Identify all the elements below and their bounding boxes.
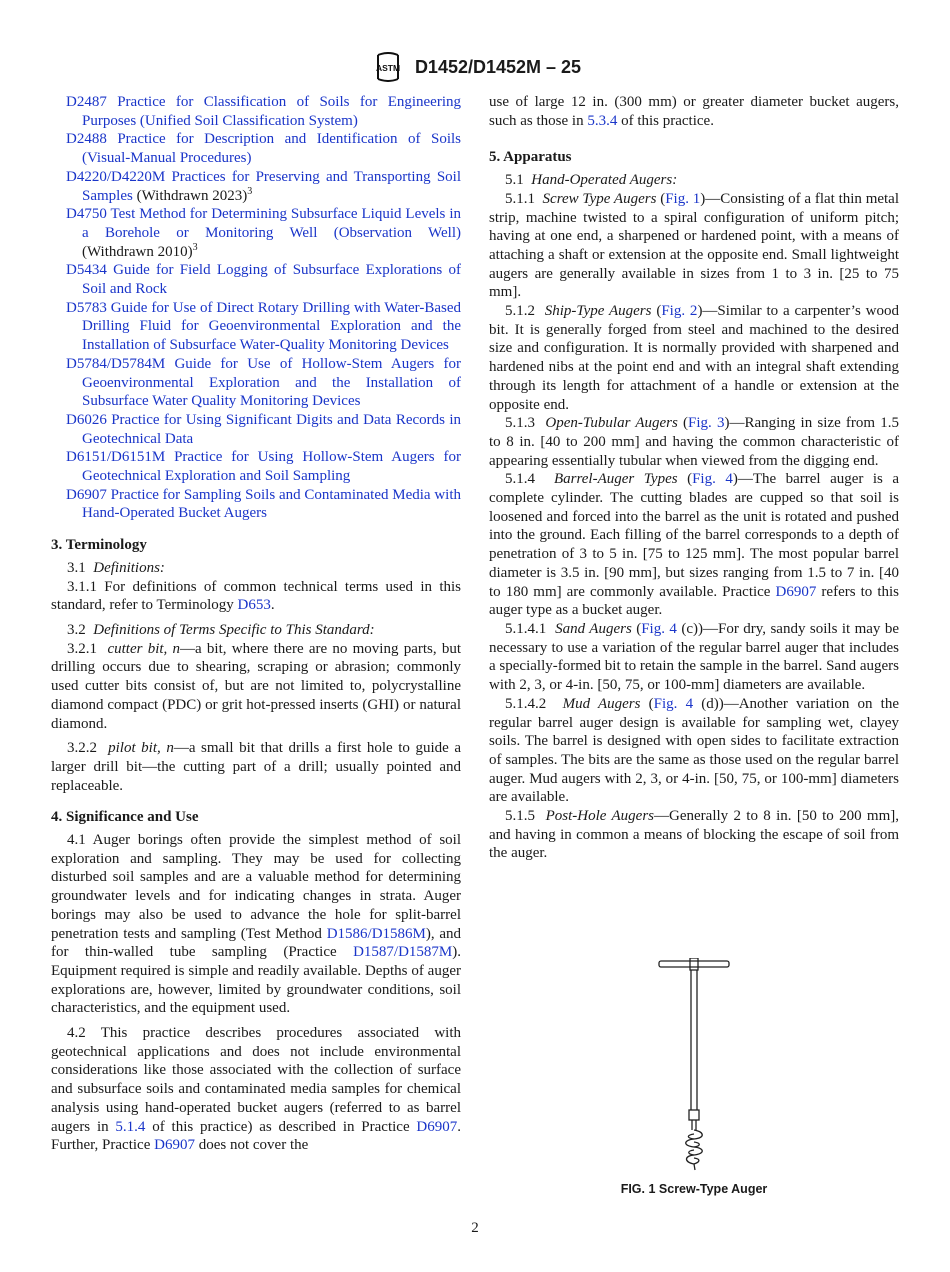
- reference-code-link[interactable]: D2487: [66, 94, 107, 110]
- reference-code-link[interactable]: D6026: [66, 411, 107, 428]
- reference-title-link[interactable]: Practice for Using Hollow-Stem Augers for Geotechnical Exploration and Soil Sampling: [82, 449, 462, 485]
- page-header: [0, 52, 950, 82]
- reference-code-link[interactable]: D2488: [66, 131, 107, 148]
- svg-text:ASTM: ASTM: [375, 63, 400, 73]
- page-number: 2: [471, 1220, 479, 1236]
- para-5-1-4-2: 5.1.4.2 Mud Augers (Fig. 4 (d))—Another variation on the regular barrel auger design is available for sampling wet, clayey soils. The barrel is designed with open sides to facilitate extraction of samples. The bits are the same as those used on the regular barrel auger. Mud augers with 2, 3, or 4-in. [50, 75, or 100-mm] diameters are available.: [489, 695, 900, 806]
- para-3-2-2: 3.2.2 pilot bit, n—a small bit that drills a first hole to guide a larger drill bit—the cutting part of a drill; usually pointed and replaceable.: [51, 740, 461, 794]
- reference-item: [51, 448, 461, 485]
- reference-title-link[interactable]: Practice for Sampling Soils and Contaminated Media with Hand-Operated Bucket Augers: [82, 486, 462, 522]
- link-section-5-3-4[interactable]: 5.3.4: [587, 112, 618, 129]
- reference-title-link[interactable]: Guide for Field Logging of Subsurface Explorations of Soil and Rock: [82, 262, 462, 298]
- reference-code-link[interactable]: D5434: [66, 262, 107, 279]
- reference-item: [51, 299, 461, 355]
- reference-item: [51, 486, 461, 523]
- section-3-heading: 3. Terminology: [51, 537, 147, 554]
- para-5-1-2: 5.1.2 Ship-Type Augers (Fig. 2)—Similar to a carpenter’s wood bit. It is generally forged from steel and machined to the desired size and configuration. It is normally provided with sharpened and hardened nibs at the point end and with an integral shaft extending through its length for attachment of a handle or extension at the opposite end.: [489, 303, 899, 413]
- link-d6907[interactable]: D6907: [775, 583, 817, 600]
- reference-code-link[interactable]: D6151/D6151M: [66, 449, 166, 466]
- referenced-documents-list: [51, 93, 461, 523]
- left-column: [51, 93, 461, 1155]
- para-3-1: 3.1 Definitions:: [67, 559, 165, 576]
- figure-1-caption: FIG. 1 Screw-Type Auger: [620, 1182, 768, 1196]
- reference-title-link[interactable]: Practices for Preserving and Transporting Soil Samples: [82, 168, 462, 204]
- para-4-2-continued: use of large 12 in. (300 mm) or greater diameter bucket augers, such as those in 5.3.4 of this practice.: [489, 94, 899, 129]
- standard-designation: D1452/D1452M – 25: [414, 56, 582, 77]
- section-5-heading: 5. Apparatus: [489, 149, 572, 166]
- para-5-1-4-1: 5.1.4.1 Sand Augers (Fig. 4 (c))—For dry, sandy soils it may be necessary to use a variation of the regular barrel auger that includes a specially-formed bit to retain the sample in the barrel. Sand augers with 2, 3, or 4-in. [50, 75, or 100-mm] diameters are available.: [489, 620, 900, 694]
- link-d1587[interactable]: D1587/D1587M: [353, 944, 453, 961]
- link-fig-2[interactable]: Fig. 2: [661, 303, 698, 320]
- screw-type-auger-drawing: [649, 958, 739, 1172]
- reference-title-link[interactable]: Guide for Use of Direct Rotary Drilling with Water-Based Drilling Fluid for Geoenvironmental Exploration and the Installation of Subsurface Water-Quality Monitoring Devices: [82, 299, 461, 354]
- link-d653[interactable]: D653: [237, 597, 271, 614]
- para-4-2: 4.2 This practice describes procedures associated with geotechnical applications and does not include environmental considerations like those associated with the collection of surface and subsurface soils and contaminated media samples for chemical analysis using hand-operated bucket augers (referred to as barrel augers in 5.1.4 of this practice) as described in Practice D6907. Further, Practice D6907 does not cover the: [51, 1025, 461, 1154]
- link-d6907[interactable]: D6907: [416, 1118, 458, 1135]
- reference-title-link[interactable]: Practice for Classification of Soils for Engineering Purposes (Unified Soil Classification System): [82, 94, 462, 129]
- section-4-heading: 4. Significance and Use: [51, 809, 199, 826]
- reference-item: [51, 411, 461, 448]
- reference-item: [51, 93, 461, 130]
- reference-title-link[interactable]: Test Method for Determining Subsurface Liquid Levels in a Borehole or Monitoring Well (Observation Well): [82, 206, 461, 241]
- reference-code-link[interactable]: D4220/D4220M: [66, 168, 166, 185]
- reference-title-link[interactable]: Guide for Use of Hollow-Stem Augers for Geoenvironmental Exploration and the Installation of Subsurface Water Quality Monitoring Devices: [82, 355, 461, 410]
- reference-code-link[interactable]: D5783: [66, 299, 107, 316]
- reference-item: [51, 168, 461, 205]
- para-5-1: 5.1 Hand-Operated Augers:: [505, 172, 678, 189]
- link-d6907[interactable]: D6907: [154, 1137, 195, 1154]
- link-fig-4[interactable]: Fig. 4: [641, 620, 677, 637]
- figure-1: [489, 958, 899, 1196]
- reference-item: [51, 130, 461, 167]
- link-d1586[interactable]: D1586/D1586M: [326, 925, 426, 942]
- para-5-1-3: 5.1.3 Open-Tubular Augers (Fig. 3)—Ranging in size from 1.5 to 8 in. [40 to 200 mm] and having the common characteristic of appearing essentially tubular when viewed from the digging end.: [489, 415, 900, 469]
- link-fig-4[interactable]: Fig. 4: [653, 695, 694, 712]
- reference-code-link[interactable]: D4750: [66, 206, 107, 223]
- para-3-1-1: 3.1.1 For definitions of common technical terms used in this standard, refer to Terminology D653.: [51, 578, 461, 614]
- para-5-1-5: 5.1.5 Post-Hole Augers—Generally 2 to 8 in. [50 to 200 mm], and having in common a means of blocking the escape of soil from the auger.: [489, 808, 900, 862]
- para-3-2: 3.2 Definitions of Terms Specific to This Standard:: [67, 621, 375, 638]
- reference-title-link[interactable]: Practice for Using Significant Digits and Data Records in Geotechnical Data: [82, 411, 461, 447]
- reference-item: [51, 261, 461, 298]
- footnote-marker: 3: [192, 241, 198, 253]
- para-3-2-1: 3.2.1 cutter bit, n—a bit, where there are no moving parts, but drilling occurs due to shearing, scraping or abrasion; commonly used cutter bits consist of, but are not limited to, polycrystalline diamond compact (PDC) or grit hot-pressed inserts (GHI) or natural diamond.: [51, 640, 462, 732]
- reference-code-link[interactable]: D6907: [66, 486, 107, 503]
- link-fig-1[interactable]: Fig. 1: [665, 190, 701, 207]
- reference-code-link[interactable]: D5784/D5784M: [66, 355, 166, 372]
- para-5-1-1: 5.1.1 Screw Type Augers (Fig. 1)—Consisting of a flat thin metal strip, machine twisted to a spiral configuration of uniform pitch; having at one end, a sharpened or hardened point, with a means of attaching a shaft or extension at the opposite end. Small lightweight augers are generally available in sizes from 1 to 3 in. [25 to 75 mm].: [489, 190, 900, 301]
- withdrawn-note: (Withdrawn 2023): [132, 187, 248, 204]
- para-5-1-4: 5.1.4 Barrel-Auger Types (Fig. 4)—The barrel auger is a complete cylinder. The cutting blades are cupped so that soil is loosened and forced into the barrel as the unit is rotated and pushed into the ground. Each filling of the barrel corresponds to a depth of penetration of 3 to 5 in. [75 to 125 mm]. The most popular barrel diameter is 3.5 in. [90 mm], but sizes ranging from 1.5 to 7 in. [40 to 180 mm] are commonly available. Practice D6907 refers to this auger type as a bucket auger.: [489, 471, 900, 619]
- link-fig-4[interactable]: Fig. 4: [692, 471, 733, 488]
- link-section-5-1-4[interactable]: 5.1.4: [115, 1118, 146, 1135]
- reference-item: [51, 355, 461, 411]
- footnote-marker: 3: [247, 185, 253, 197]
- astm-logo-icon: [369, 52, 407, 82]
- para-4-1: 4.1 Auger borings often provide the simplest method of soil exploration and sampling. They may be used for collecting disturbed soil samples and are a valuable method for determining groundwater levels and for indicating changes in strata. Auger borings may also be used to advance the hole for split-barrel penetration tests and sampling (Test Method D1586/D1586M), and for thin-walled tube sampling (Practice D1587/D1587M). Equipment required is simple and readily available. Depths of auger explorations are, however, limited by groundwater conditions, soil characteristics, and the equipment used.: [51, 832, 462, 1017]
- reference-item: [51, 205, 461, 261]
- reference-title-link[interactable]: Practice for Description and Identification of Soils (Visual-Manual Procedures): [82, 131, 462, 167]
- withdrawn-note: (Withdrawn 2010): [82, 243, 193, 260]
- link-fig-3[interactable]: Fig. 3: [688, 415, 725, 432]
- right-column: [489, 93, 899, 863]
